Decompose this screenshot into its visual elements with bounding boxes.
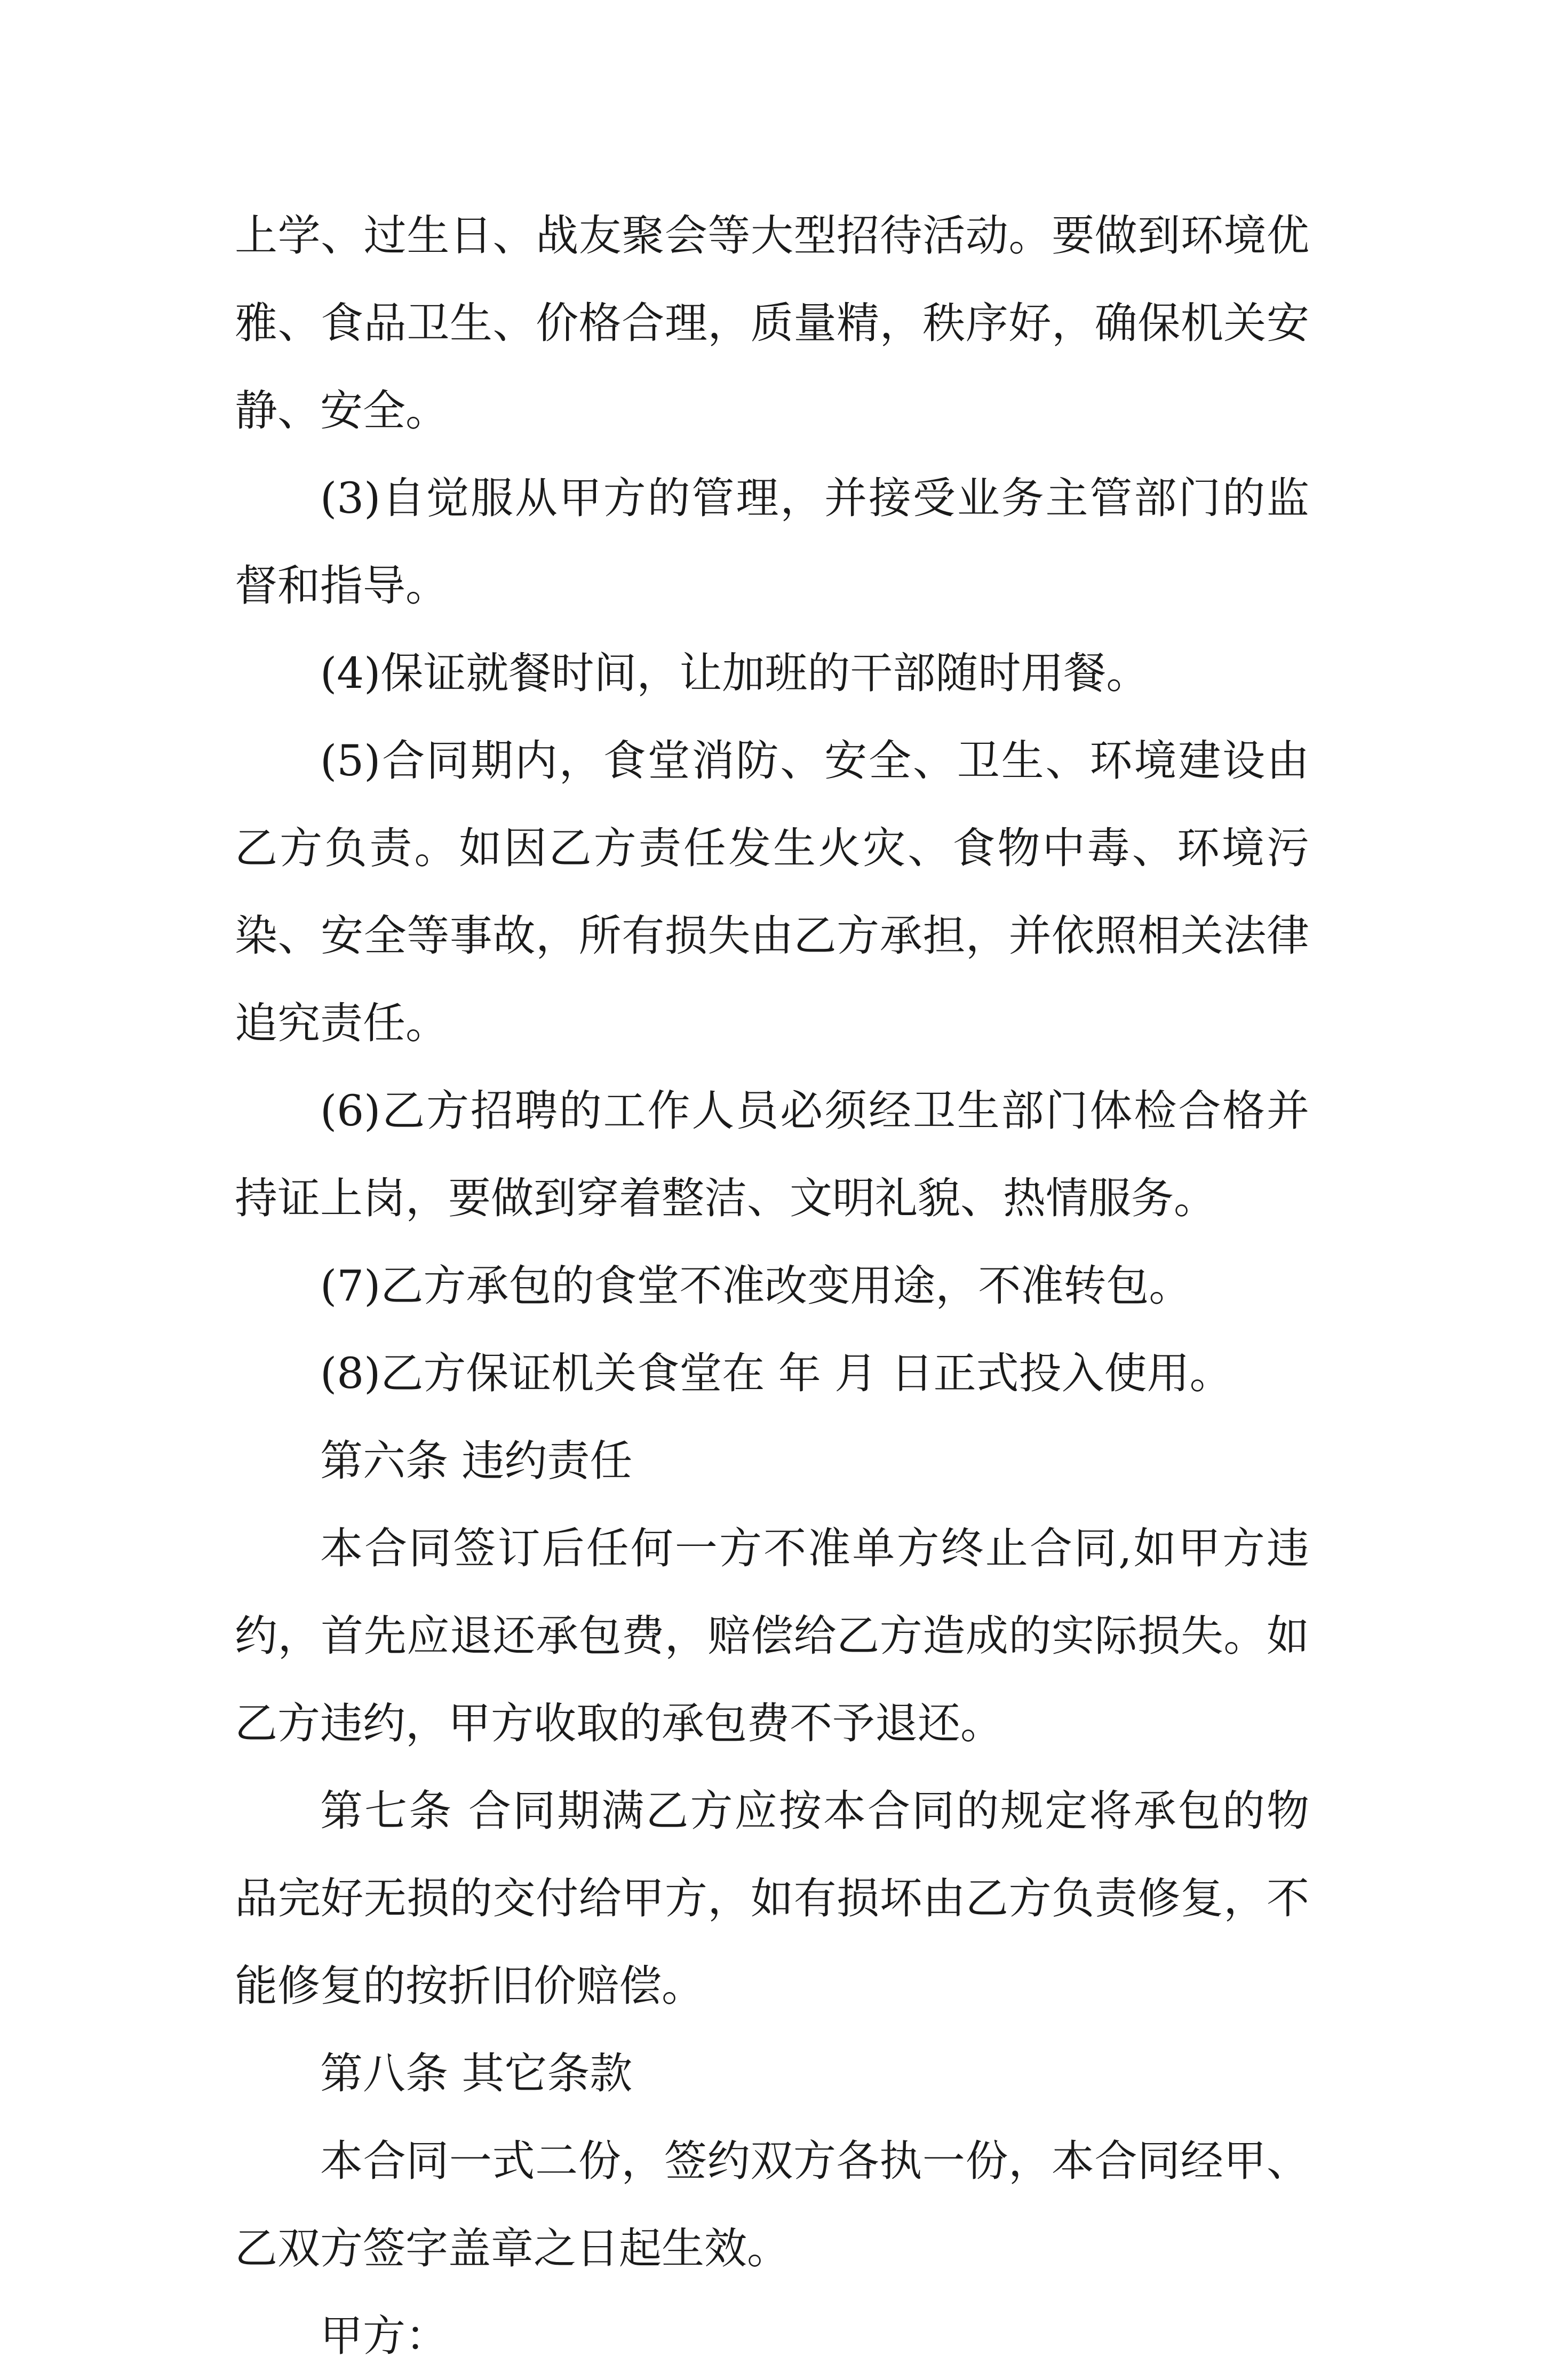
paragraph-item-3: (3)自觉服从甲方的管理，并接受业务主管部门的监督和指导。 (235, 473, 1309, 610)
paragraph-item-6: (6)乙方招聘的工作人员必须经卫生部门体检合格并持证上岗，要做到穿着整洁、文明礼貌、热情服务。 (235, 1086, 1309, 1223)
party-a-signature-line: 甲方： (320, 2311, 448, 2361)
article-8-body: 本合同一式二份，签约双方各执一份，本合同经甲、乙双方签字盖章之日起生效。 (235, 2136, 1309, 2273)
article-7-body: 第七条 合同期满乙方应按本合同的规定将承包的物品完好无损的交付给甲方，如有损坏由乙方负责修复，不能修复的按折旧价赔偿。 (235, 1786, 1309, 2011)
article-6-body: 本合同签订后任何一方不准单方终止合同,如甲方违约，首先应退还承包费，赔偿给乙方造成的实际损失。如乙方违约，甲方收取的承包费不予退还。 (235, 1524, 1309, 1748)
document-body (235, 192, 1309, 2380)
article-6-heading: 第六条 违约责任 (320, 1436, 633, 1486)
paragraph-item-5: (5)合同期内，食堂消防、安全、卫生、环境建设由乙方负责。如因乙方责任发生火灾、食物中毒、环境污染、安全等事故，所有损失由乙方承担，并依照相关法律追究责任。 (235, 736, 1309, 1048)
paragraph-item-8: (8)乙方保证机关食堂在 年 月 日正式投入使用。 (320, 1348, 1232, 1398)
article-8-heading: 第八条 其它条款 (320, 2049, 633, 2098)
paragraph-item-4: (4)保证就餐时间，让加班的干部随时用餐。 (320, 648, 1149, 698)
paragraph-item-7: (7)乙方承包的食堂不准改变用途，不准转包。 (320, 1261, 1192, 1311)
paragraph-1: 上学、过生日、战友聚会等大型招待活动。要做到环境优雅、食品卫生、价格合理，质量精，秩序好，确保机关安静、安全。 (235, 211, 1309, 435)
